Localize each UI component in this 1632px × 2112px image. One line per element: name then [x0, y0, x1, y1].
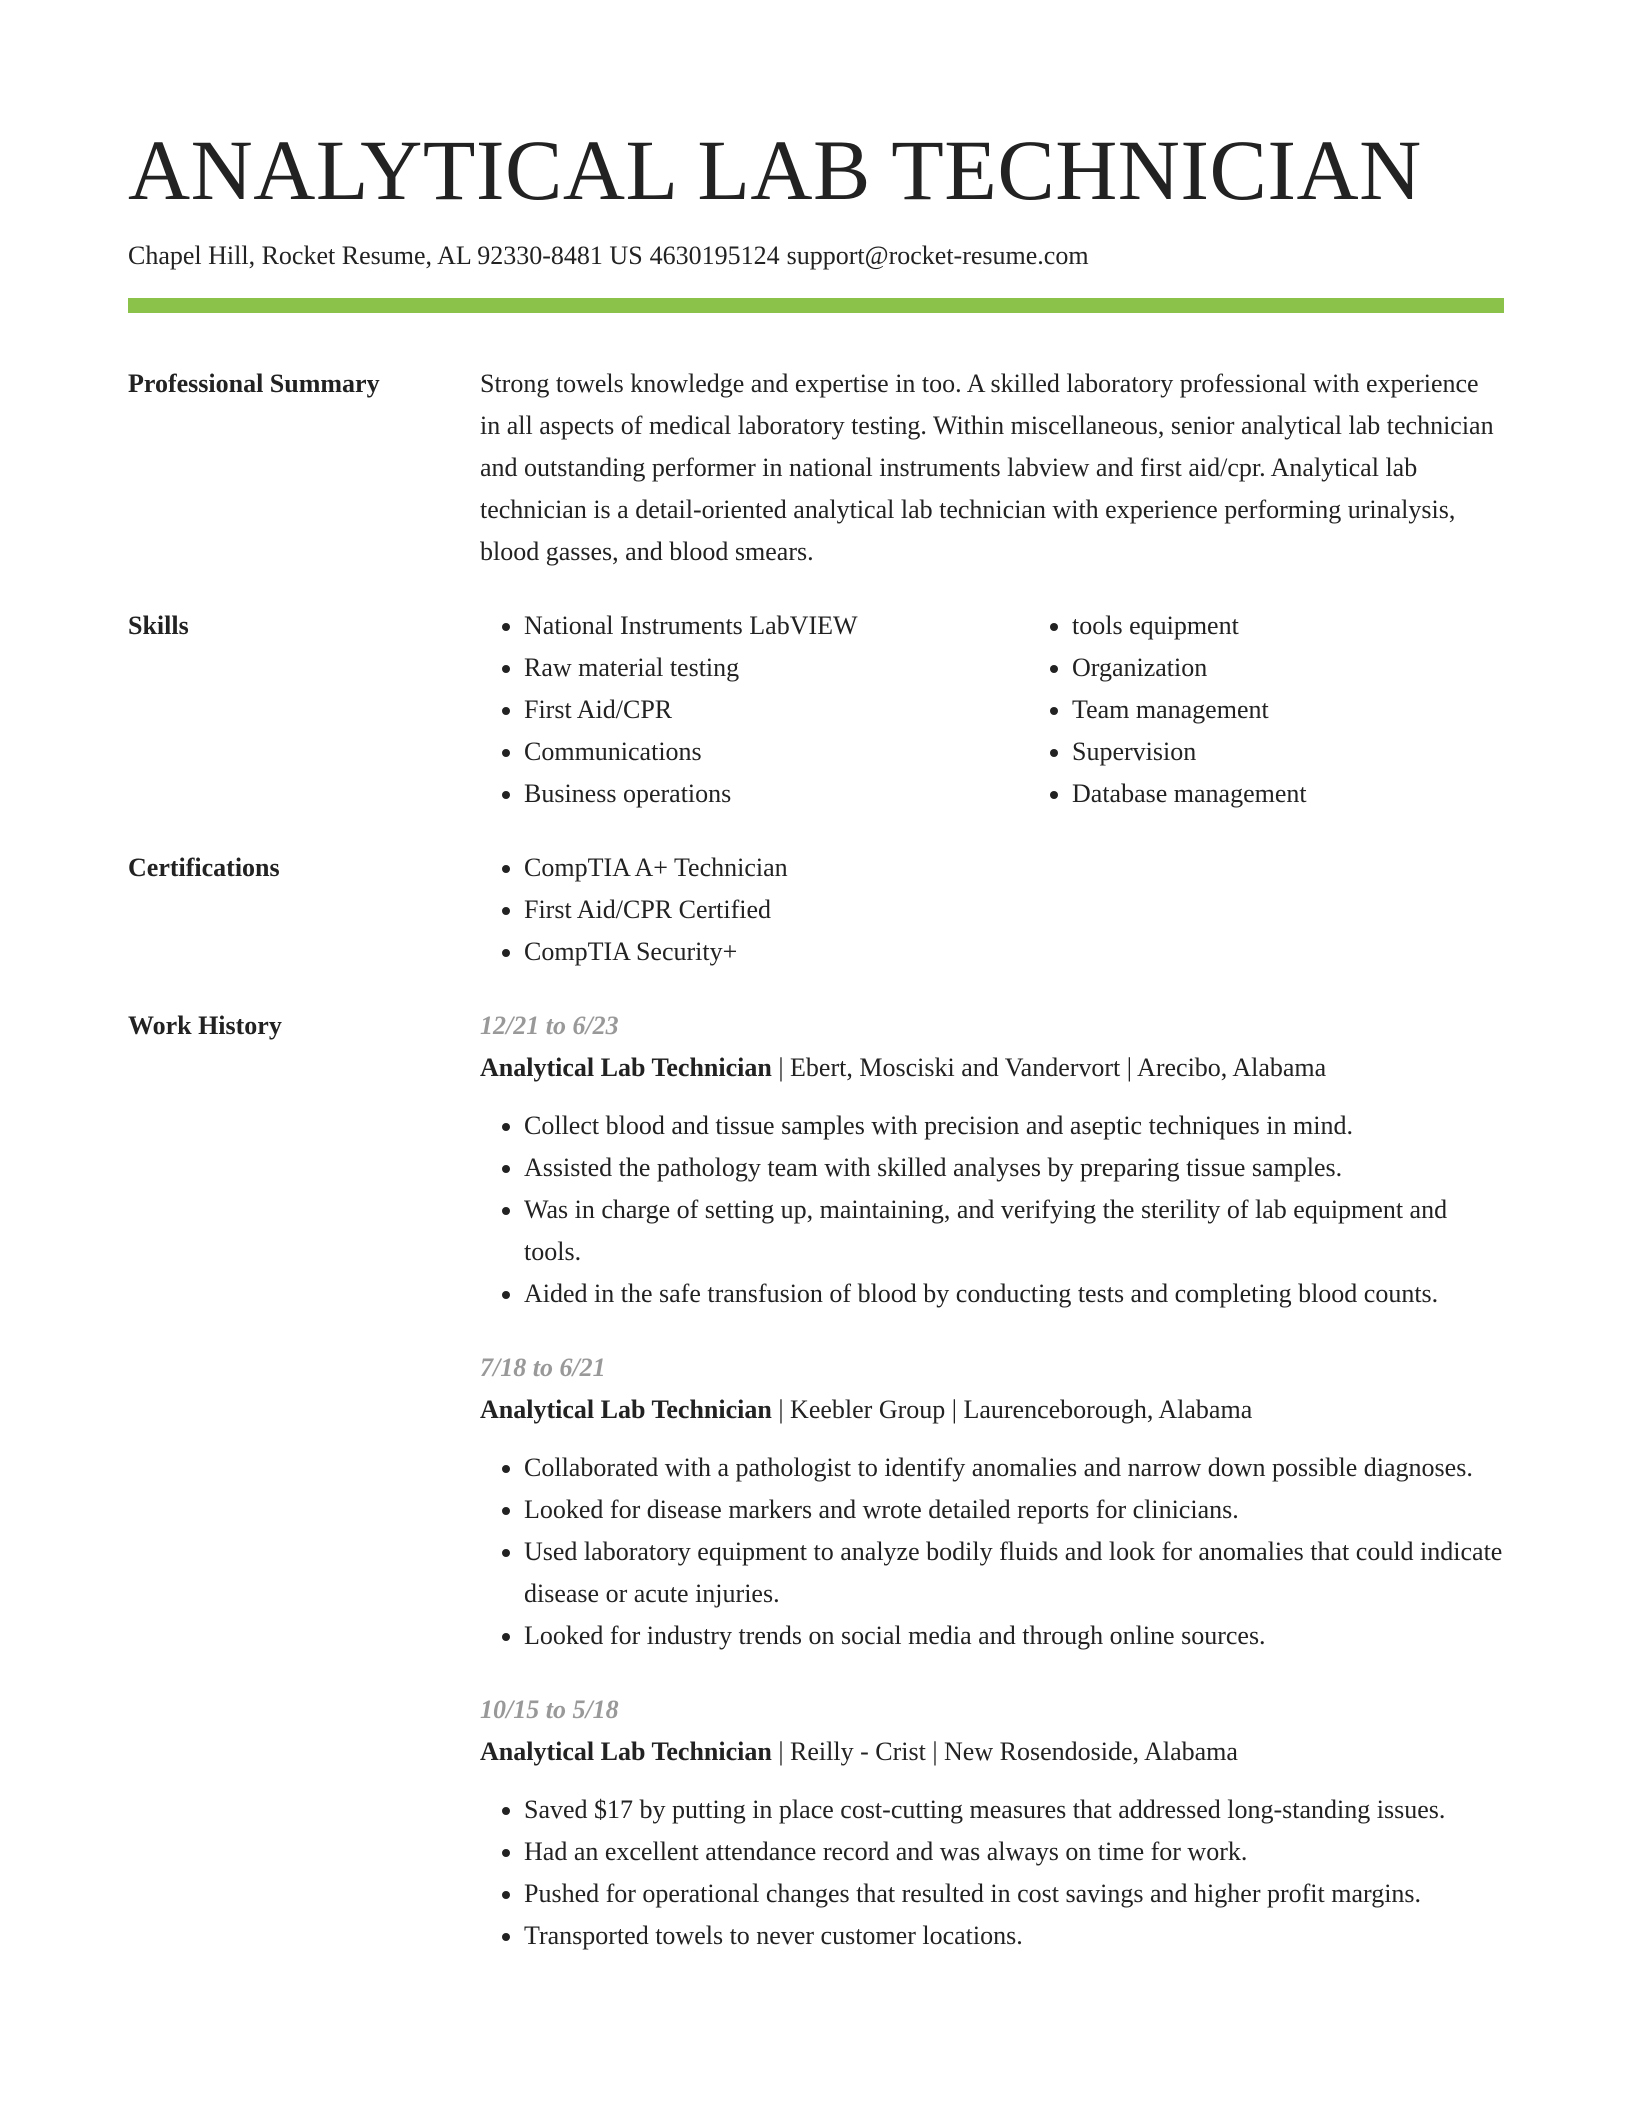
skill-item: • National Instruments LabVIEW — [524, 605, 1028, 647]
contact-line — [128, 238, 1504, 274]
job-bullet: • Saved $17 by putting in place cost-cutting measures that addressed long-standing issues. — [524, 1789, 1504, 1831]
contact-phone: 4630195124 — [649, 241, 780, 270]
skills-columns — [480, 605, 1576, 815]
certification-item: • First Aid/CPR Certified — [524, 889, 1504, 931]
job-dates: 12/21 to 6/23 — [480, 1011, 619, 1040]
job-bullet: • Transported towels to never customer locations. — [524, 1915, 1504, 1957]
job-bullet: • Was in charge of setting up, maintaining, and verifying the sterility of lab equipment and tools. — [524, 1189, 1504, 1273]
certifications-list — [480, 847, 1504, 973]
certification-item: • CompTIA A+ Technician — [524, 847, 1504, 889]
job-details: | Reilly - Crist | New Rosendoside, Alabama — [771, 1737, 1238, 1766]
skills-list-right — [1028, 605, 1576, 815]
skills-list-left — [480, 605, 1028, 815]
skill-item: • Supervision — [1072, 731, 1576, 773]
work-history-body — [480, 1005, 1504, 1957]
skills-label: Skills — [128, 611, 189, 640]
summary-text: Strong towels knowledge and expertise in too. A skilled laboratory professional with experience in all aspects of medical laboratory testing. Within miscellaneous, senior analytical lab technician and outstanding performer in national instruments labview and first aid/cpr. Analytical lab technician is a detail-oriented analytical lab technician with experience performing urinalysis, blood gasses, and blood smears. — [480, 369, 1494, 566]
certification-item: • CompTIA Security+ — [524, 931, 1504, 973]
job-bullet: • Aided in the safe transfusion of blood by conducting tests and completing blood counts. — [524, 1273, 1504, 1315]
skill-item: • Raw material testing — [524, 647, 1028, 689]
job-bullets — [480, 1789, 1504, 1957]
job-details: | Ebert, Mosciski and Vandervort | Arecibo, Alabama — [771, 1053, 1327, 1082]
job-dates: 7/18 to 6/21 — [480, 1353, 606, 1382]
job-bullet: • Assisted the pathology team with skilled analyses by preparing tissue samples. — [524, 1147, 1504, 1189]
work-history-section — [128, 1005, 1504, 1957]
job-heading — [480, 1047, 1504, 1089]
skills-body — [480, 605, 1576, 815]
job-entry — [480, 1689, 1504, 1957]
job-heading — [480, 1731, 1504, 1773]
job-bullet: • Pushed for operational changes that resulted in cost savings and higher profit margins. — [524, 1873, 1504, 1915]
job-bullets — [480, 1447, 1504, 1657]
skill-item: • tools equipment — [1072, 605, 1576, 647]
summary-label: Professional Summary — [128, 369, 380, 398]
skill-item: • Communications — [524, 731, 1028, 773]
resume-name: ANALYTICAL LAB TECHNICIAN — [128, 122, 1422, 218]
job-title: Analytical Lab Technician — [480, 1737, 772, 1766]
job-bullet: • Collect blood and tissue samples with precision and aseptic techniques in mind. — [524, 1105, 1504, 1147]
job-title: Analytical Lab Technician — [480, 1053, 772, 1082]
skill-item: • Business operations — [524, 773, 1028, 815]
summary-section — [128, 363, 1504, 573]
header-accent-rule — [128, 298, 1504, 313]
job-details: | Keebler Group | Laurenceborough, Alabama — [771, 1395, 1253, 1424]
skill-item: • Team management — [1072, 689, 1576, 731]
skill-item: • Database management — [1072, 773, 1576, 815]
job-bullet: • Had an excellent attendance record and was always on time for work. — [524, 1831, 1504, 1873]
job-heading — [480, 1389, 1504, 1431]
certifications-section — [128, 847, 1504, 973]
job-dates: 10/15 to 5/18 — [480, 1695, 619, 1724]
job-entry — [480, 1347, 1504, 1657]
certifications-body — [480, 847, 1504, 973]
skill-item: • Organization — [1072, 647, 1576, 689]
job-bullet: • Used laboratory equipment to analyze bodily fluids and look for anomalies that could indicate disease or acute injuries. — [524, 1531, 1504, 1615]
job-bullet: • Looked for industry trends on social media and through online sources. — [524, 1615, 1504, 1657]
skill-item: • First Aid/CPR — [524, 689, 1028, 731]
job-title: Analytical Lab Technician — [480, 1395, 772, 1424]
job-bullets — [480, 1105, 1504, 1315]
job-entry — [480, 1005, 1504, 1315]
work-history-label: Work History — [128, 1011, 282, 1040]
contact-address: Chapel Hill, Rocket Resume, AL 92330-8481 US — [128, 241, 643, 270]
job-bullet: • Looked for disease markers and wrote detailed reports for clinicians. — [524, 1489, 1504, 1531]
job-bullet: • Collaborated with a pathologist to identify anomalies and narrow down possible diagnoses. — [524, 1447, 1504, 1489]
contact-email: support@rocket-resume.com — [786, 241, 1089, 270]
certifications-label: Certifications — [128, 853, 280, 882]
skills-section — [128, 605, 1504, 815]
